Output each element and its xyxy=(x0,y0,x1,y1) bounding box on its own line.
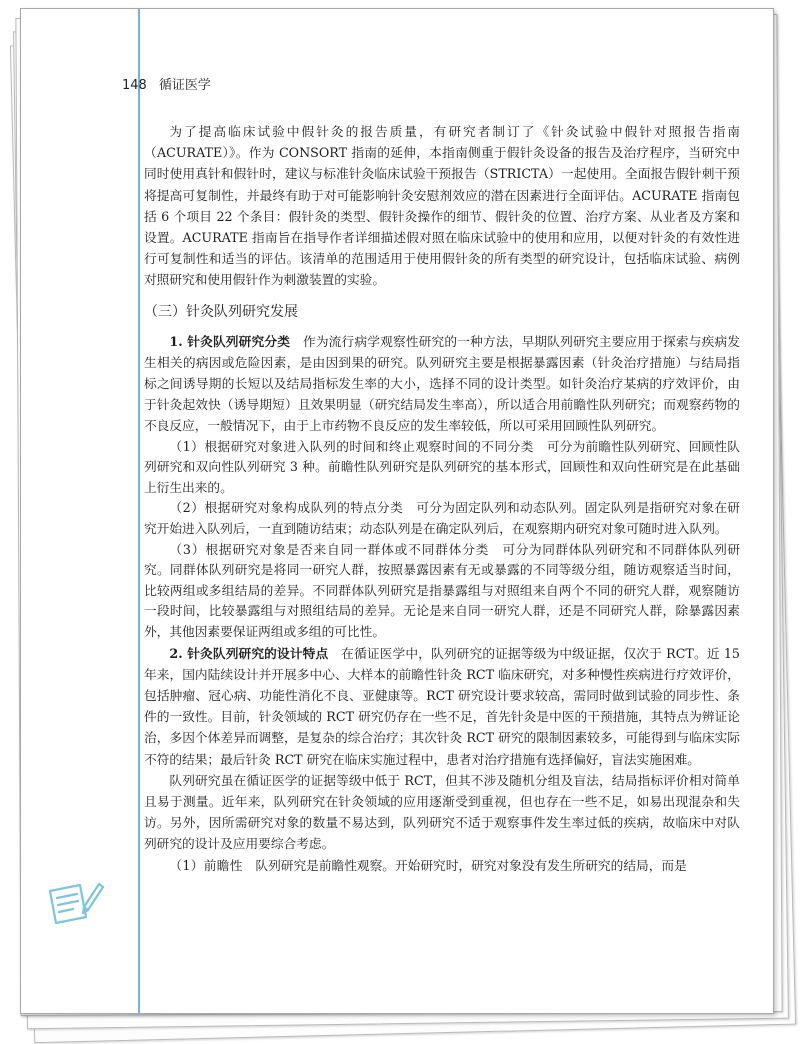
paragraph-item-2 xyxy=(144,498,740,539)
paragraph-prospective xyxy=(144,855,740,876)
paragraph-cohort-vs-rct: 队列研究虽在循证医学的证据等级中低于 RCT，但其不涉及随机分组及盲法，结局指标评价相对简单且易于测量。近年来，队列研究在针灸领域的应用逐渐受到重视，但也存在一些不足，如易出现混杂和失访。另外，因所需研究对象的数量不易达到，队列研究不适于观察事件发生率过低的疾病，故临床中对队列研究的设计及应用要综合考虑。 xyxy=(144,772,740,852)
section-heading: （三）针灸队列研究发展 xyxy=(144,303,298,320)
item-3-lead: （3）根据研究对象是否来自同一群体或不同群体分类 xyxy=(169,541,490,557)
paragraph-item-1 xyxy=(144,437,740,499)
item-2-body: 可分为固定队列和动态队列。固定队列是指研究对象在研究开始进入队列后，一直到随访结束；动态队列是在确定队列后，在观察期内研究对象可随时进入队列。 xyxy=(144,500,740,537)
subheading-design: 2. 针灸队列研究的设计特点 xyxy=(169,645,329,661)
paragraph-classification xyxy=(144,331,740,437)
page-number: 148 xyxy=(122,78,147,93)
item-2-lead: （2）根据研究对象构成队列的特点分类 xyxy=(169,500,404,516)
page-content xyxy=(144,121,740,876)
book-title: 循证医学 xyxy=(158,78,211,93)
item-1-lead: （1）根据研究对象进入队列的时间和终止观察时间的不同分类 xyxy=(169,438,534,454)
design-body: 在循证医学中，队列研究的证据等级为中级证据，仅次于 RCT。近 15 年来，国内陆续设计并开展多中心、大样本的前瞻性针灸 RCT 临床研究，对多种慢性疾病进行疗效评价，包括肿瘤、冠心病、功能性消化不良、亚健康等。RCT 研究设计要求较高，需同时做到试验的同步性、条件的一致性。目前，针灸领域的 RCT 研究仍存在一些不足，首先针灸是中医的干预措施，其特点为辨证论治，多因个体差异而调整，是复杂的综合治疗；其次针灸 RCT 研究的限制因素较多，可能得到与临床实际不符的结果；最后针灸 RCT 研究在临床实施过程中，患者对治疗措施有选择偏好，盲法实施困难。 xyxy=(144,645,740,767)
paragraph-acurate: 为了提高临床试验中假针灸的报告质量，有研究者制订了《针灸试验中假针对照报告指南（ACURATE）》。作为 CONSORT 指南的延伸，本指南侧重于假针灸设备的报告及治疗程序，当研究中同时使用真针和假针时，建议与标准针灸临床试验干预报告（STRICTA）一起使用。全面报告假针刺干预将提高可复制性，并最终有助于对可能影响针灸安慰剂效应的潜在因素进行全面评估。ACURATE 指南包括 6 个项目 22 个条目：假针灸的类型、假针灸操作的细节、假针灸的位置、治疗方案、从业者及方案和设置。ACURATE 指南旨在指导作者详细描述假对照在临床试验中的使用和应用，以便对针灸的有效性进行可复制性和适当的评估。该清单的范围适用于使用假针灸的所有类型的研究设计，包括临床试验、病例对照研究和使用假针作为刺激装置的实验。 xyxy=(144,124,740,288)
prospective-lead: （1）前瞻性 xyxy=(169,857,243,873)
paragraph-item-3 xyxy=(144,540,740,643)
item-3-body: 可分为同群体队列研究和不同群体队列研究。同群体队列研究是将同一研究人群，按照暴露因素有无或暴露的不同等级分组，随访观察适当时间，比较两组或多组结局的差异。不同群体队列研究是指暴露组与对照组来自两个不同的研究人群，观察随访一段时间，比较暴露组与对照组结局的差异。无论是来自同一研究人群，还是不同研究人群，除暴露因素外，其他因素要保证两组或多组的可比性。 xyxy=(144,541,741,639)
subheading-classification: 1. 针灸队列研究分类 xyxy=(169,333,291,349)
paragraph-design xyxy=(144,643,740,770)
note-pencil-icon xyxy=(44,877,104,927)
classification-body: 作为流行病学观察性研究的一种方法，早期队列研究主要应用于探索与疾病发生相关的病因或危险因素，是由因到果的研究。队列研究主要是根据暴露因素（针灸治疗措施）与结局指标之间诱导期的长短以及结局指标发生率的大小，选择不同的设计类型。如针灸治疗某病的疗效评价，由于针灸起效快（诱导期短）且效果明显（研究结局发生率高），所以适合用前瞻性队列研究；而观察药物的不良反应，一般情况下，由于上市药物不良反应的发生率较低，所以可采用回顾性队列研究。 xyxy=(144,333,741,434)
prospective-body: 队列研究是前瞻性观察。开始研究时，研究对象没有发生所研究的结局，而是 xyxy=(255,857,687,873)
margin-bar xyxy=(138,9,140,1013)
running-header xyxy=(122,74,211,93)
item-1-body: 可分为前瞻性队列研究、回顾性队列研究和双向性队列研究 3 种。前瞻性队列研究是队列研究的基本形式，回顾性和双向性研究是在此基础上衍生出来的。 xyxy=(144,438,740,495)
